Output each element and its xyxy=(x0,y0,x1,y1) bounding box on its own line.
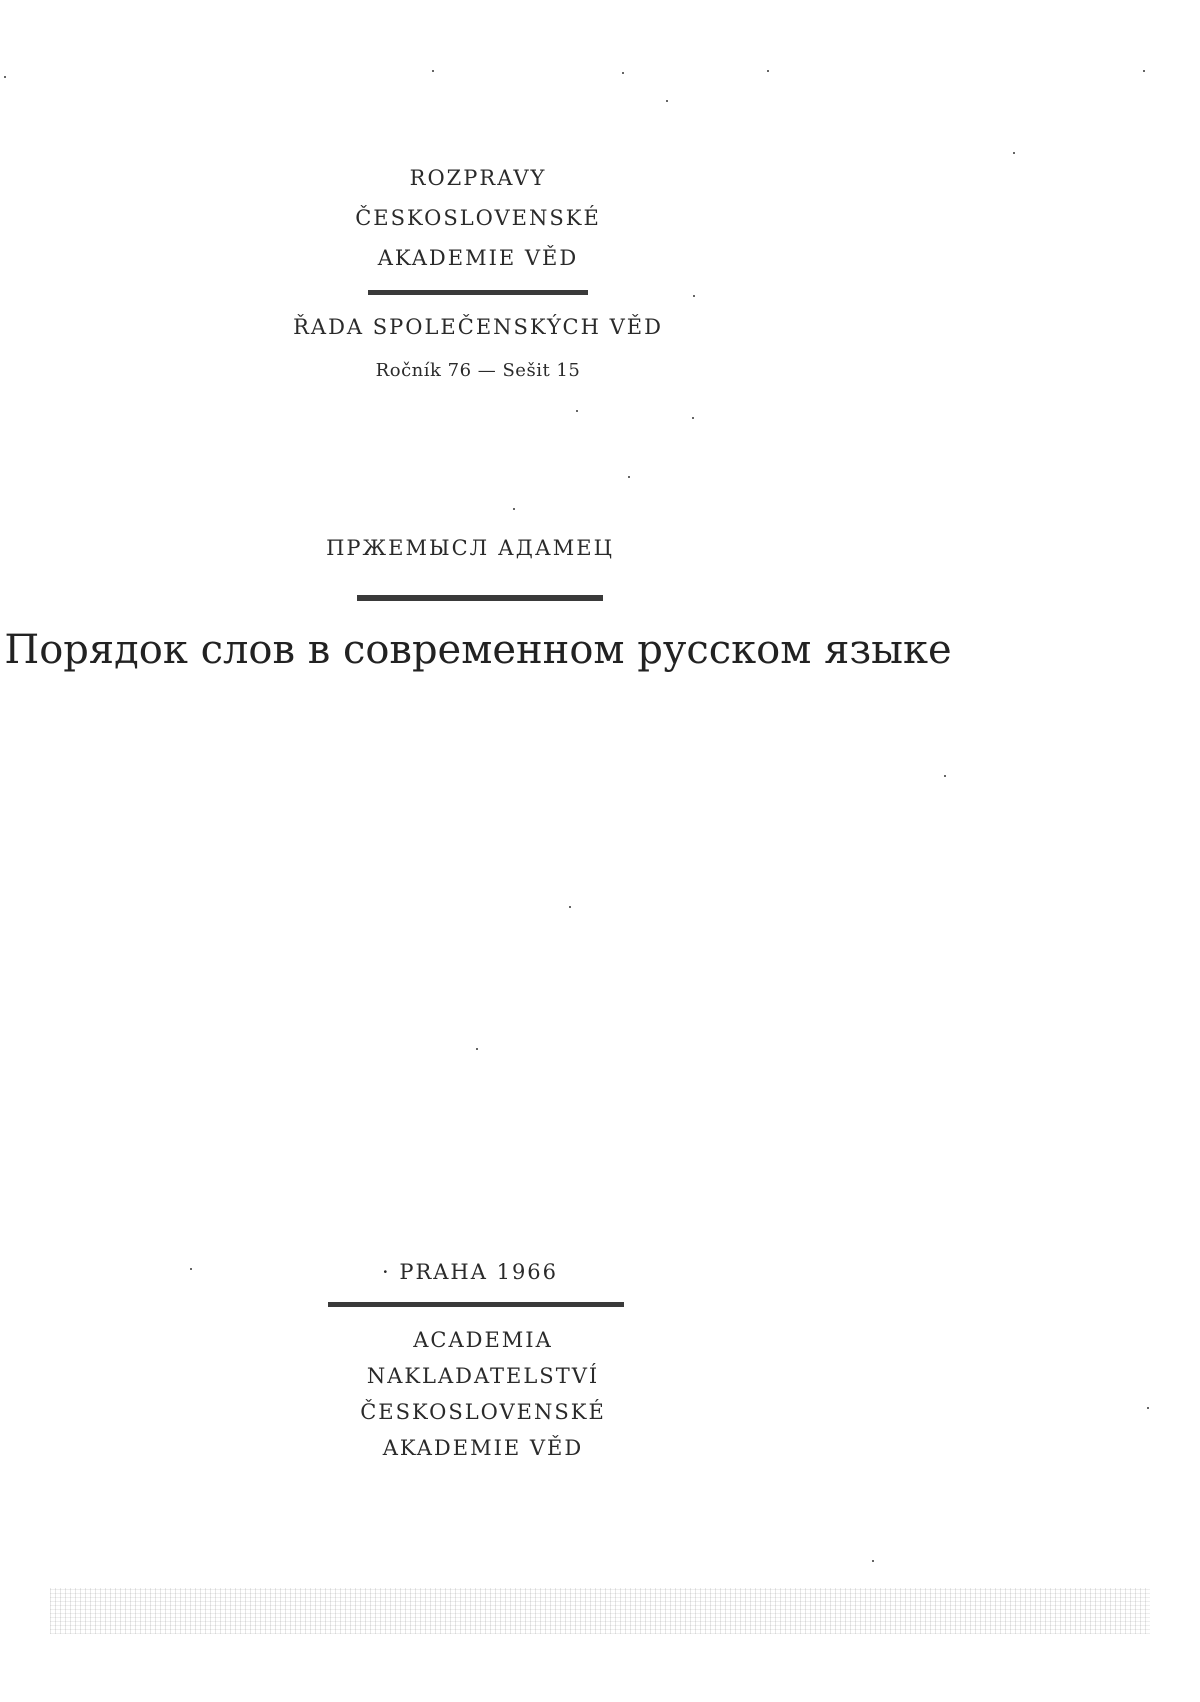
scan-speck xyxy=(190,1268,192,1270)
scan-speck xyxy=(666,100,668,102)
scan-speck xyxy=(1013,152,1015,154)
scan-speck xyxy=(4,76,6,78)
scan-speck xyxy=(767,70,769,72)
series-line-1: ROZPRAVY xyxy=(409,166,547,190)
imprint-place-year: · PRAHA 1966 xyxy=(381,1260,559,1284)
imprint-line-1: ACADEMIA xyxy=(413,1328,553,1352)
scan-speck xyxy=(1143,70,1145,72)
author-name: ПРЖЕМЫСЛ АДАМЕЦ xyxy=(326,536,614,560)
scan-speck xyxy=(622,72,624,74)
scan-speck xyxy=(513,508,515,510)
scan-speck xyxy=(569,906,571,908)
volume-line: Ročník 76 — Sešit 15 xyxy=(375,360,581,381)
series-line-3: AKADEMIE VĚD xyxy=(377,246,579,270)
scan-speck xyxy=(476,1048,478,1050)
imprint-line-4: AKADEMIE VĚD xyxy=(382,1436,584,1460)
scan-speck xyxy=(1147,1407,1149,1409)
book-title: Порядок слов в современном русском языке xyxy=(4,627,952,673)
author-rule xyxy=(357,595,603,601)
scan-speck xyxy=(576,410,578,412)
scan-speck xyxy=(432,70,434,72)
scan-speck xyxy=(944,775,946,777)
scan-speck xyxy=(693,295,695,297)
subseries-line: ŘADA SPOLEČENSKÝCH VĚD xyxy=(293,315,663,339)
scan-noise xyxy=(50,1588,1150,1634)
series-line-2: ČESKOSLOVENSKÉ xyxy=(355,206,601,230)
scan-speck xyxy=(872,1560,874,1562)
scan-speck xyxy=(692,417,694,419)
scan-speck xyxy=(628,476,630,478)
imprint-line-2: NAKLADATELSTVÍ xyxy=(366,1364,600,1388)
header-rule xyxy=(368,290,588,295)
imprint-rule xyxy=(328,1302,624,1307)
imprint-line-3: ČESKOSLOVENSKÉ xyxy=(360,1400,606,1424)
